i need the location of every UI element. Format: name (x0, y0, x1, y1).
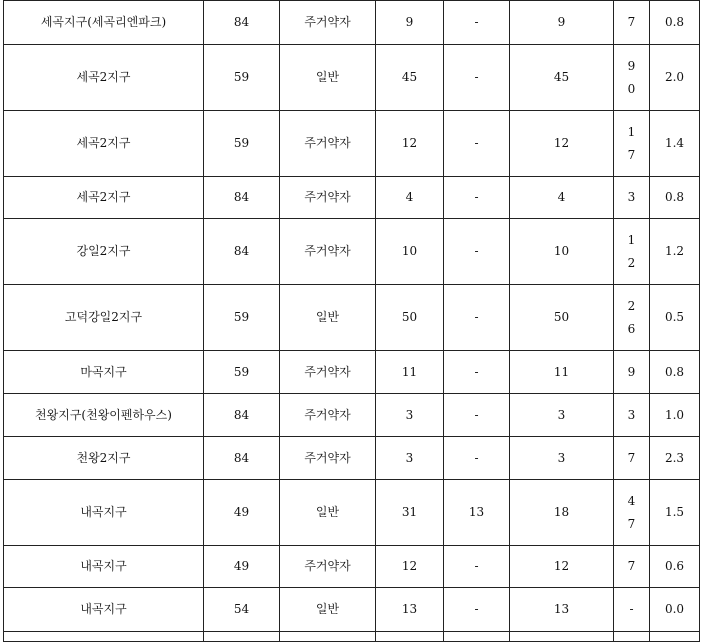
cell-ratio (614, 632, 650, 642)
cell-sub: - (444, 394, 510, 437)
cell-total: 11 (376, 351, 444, 394)
cell-ratio (614, 546, 650, 588)
cell-name: 세곡지구(세곡리엔파크) (4, 1, 204, 45)
cell-area: 84 (204, 394, 280, 437)
cell-sub: - (444, 177, 510, 219)
cell-total: 4 (376, 177, 444, 219)
cell-area: 84 (204, 219, 280, 285)
cell-ratio-digit: 6 (627, 321, 636, 336)
cell-total: 12 (376, 546, 444, 588)
cell-sub: - (444, 219, 510, 285)
cell-sub: - (444, 45, 510, 111)
cell-type: 일반 (280, 285, 376, 351)
cell-area: 59 (204, 111, 280, 177)
cell-rate: 1.5 (650, 480, 700, 546)
cell-net: 9 (510, 1, 614, 45)
cell-total (376, 632, 444, 642)
cell-rate: 0.5 (650, 285, 700, 351)
cell-net: 18 (510, 480, 614, 546)
cell-ratio-digit: 3 (627, 190, 636, 204)
cell-sub: - (444, 437, 510, 480)
cell-name: 마곡지구 (4, 351, 204, 394)
cell-name: 내곡지구 (4, 588, 204, 632)
cell-name: 고덕강일2지구 (4, 285, 204, 351)
cell-type: 일반 (280, 45, 376, 111)
table-row (4, 480, 700, 546)
cell-sub: - (444, 285, 510, 351)
cell-area: 59 (204, 351, 280, 394)
table-row (4, 177, 700, 219)
cell-name: 내곡지구 (4, 480, 204, 546)
cell-sub: - (444, 546, 510, 588)
table-row (4, 546, 700, 588)
cell-ratio-digit: 1 (627, 124, 636, 139)
cell-ratio-digit: 9 (627, 364, 636, 379)
cell-name: 세곡2지구 (4, 111, 204, 177)
cell-type: 일반 (280, 588, 376, 632)
cell-ratio (614, 285, 650, 351)
cell-total: 9 (376, 1, 444, 45)
cell-ratio-digit: 9 (627, 58, 636, 73)
cell-rate: 2.0 (650, 45, 700, 111)
cell-type: 주거약자 (280, 437, 376, 480)
cell-total: 10 (376, 219, 444, 285)
cell-ratio-digit: 4 (627, 493, 636, 508)
table-row (4, 588, 700, 632)
cell-total: 13 (376, 588, 444, 632)
table-row (4, 394, 700, 437)
cell-type: 주거약자 (280, 546, 376, 588)
cell-net: 13 (510, 588, 614, 632)
cell-sub: - (444, 351, 510, 394)
cell-rate: 0.6 (650, 546, 700, 588)
cell-net: 3 (510, 437, 614, 480)
cell-net: 45 (510, 45, 614, 111)
cell-ratio-digit: 3 (627, 407, 636, 422)
cell-ratio (614, 1, 650, 45)
cell-rate: 0.8 (650, 1, 700, 45)
cell-ratio-digit: 2 (627, 298, 636, 313)
cell-net: 12 (510, 546, 614, 588)
cell-name: 내곡지구 (4, 546, 204, 588)
cell-name: 천왕지구(천왕이펜하우스) (4, 394, 204, 437)
cell-type (280, 632, 376, 642)
cell-sub: 13 (444, 480, 510, 546)
cell-sub: - (444, 588, 510, 632)
cell-net: 11 (510, 351, 614, 394)
housing-supply-table (3, 0, 700, 642)
cell-name: 세곡2지구 (4, 45, 204, 111)
cell-area (204, 632, 280, 642)
cell-ratio (614, 437, 650, 480)
table-row (4, 1, 700, 45)
cell-type: 주거약자 (280, 1, 376, 45)
cell-area: 84 (204, 177, 280, 219)
cell-ratio (614, 480, 650, 546)
table-row (4, 111, 700, 177)
cell-net: 4 (510, 177, 614, 219)
cell-name: 천왕2지구 (4, 437, 204, 480)
cell-type: 주거약자 (280, 177, 376, 219)
cell-type: 주거약자 (280, 351, 376, 394)
cell-area: 84 (204, 1, 280, 45)
cell-ratio (614, 45, 650, 111)
cell-sub (444, 632, 510, 642)
cell-ratio-digit: 7 (627, 15, 636, 29)
cell-area: 59 (204, 45, 280, 111)
cell-area: 84 (204, 437, 280, 480)
cell-type: 일반 (280, 480, 376, 546)
cell-total: 12 (376, 111, 444, 177)
cell-area: 59 (204, 285, 280, 351)
cell-total: 50 (376, 285, 444, 351)
cell-rate: 1.4 (650, 111, 700, 177)
cell-sub: - (444, 1, 510, 45)
table-row (4, 45, 700, 111)
cell-rate: 0.0 (650, 588, 700, 632)
cell-net: 10 (510, 219, 614, 285)
cell-rate: 1.2 (650, 219, 700, 285)
cell-ratio (614, 351, 650, 394)
cell-rate: 2.3 (650, 437, 700, 480)
table-body (4, 1, 700, 642)
cell-ratio-digit: 7 (627, 147, 636, 162)
cell-name (4, 632, 204, 642)
cell-rate (650, 632, 700, 642)
cell-name: 강일2지구 (4, 219, 204, 285)
cell-ratio-digit: 0 (627, 81, 636, 96)
table-row (4, 285, 700, 351)
cell-net: 3 (510, 394, 614, 437)
cell-ratio-digit: 7 (627, 516, 636, 531)
cell-ratio (614, 111, 650, 177)
cell-ratio-digit: 1 (627, 232, 636, 247)
table-row (4, 632, 700, 642)
cell-total: 45 (376, 45, 444, 111)
table-row (4, 351, 700, 394)
cell-type: 주거약자 (280, 111, 376, 177)
cell-ratio (614, 394, 650, 437)
cell-ratio-digit: 2 (627, 255, 636, 270)
cell-net: 50 (510, 285, 614, 351)
cell-ratio-digit: 7 (627, 559, 636, 573)
cell-total: 3 (376, 394, 444, 437)
cell-ratio (614, 219, 650, 285)
cell-area: 49 (204, 480, 280, 546)
cell-ratio (614, 177, 650, 219)
cell-ratio-digit: 7 (627, 450, 636, 465)
table-row (4, 219, 700, 285)
cell-type: 주거약자 (280, 219, 376, 285)
cell-total: 31 (376, 480, 444, 546)
cell-rate: 0.8 (650, 177, 700, 219)
cell-total: 3 (376, 437, 444, 480)
table-row (4, 437, 700, 480)
cell-net (510, 632, 614, 642)
cell-area: 54 (204, 588, 280, 632)
cell-rate: 1.0 (650, 394, 700, 437)
cell-rate: 0.8 (650, 351, 700, 394)
cell-net: 12 (510, 111, 614, 177)
cell-ratio (614, 588, 650, 632)
cell-ratio-digit: - (629, 602, 634, 616)
cell-type: 주거약자 (280, 394, 376, 437)
cell-name: 세곡2지구 (4, 177, 204, 219)
cell-area: 49 (204, 546, 280, 588)
cell-sub: - (444, 111, 510, 177)
